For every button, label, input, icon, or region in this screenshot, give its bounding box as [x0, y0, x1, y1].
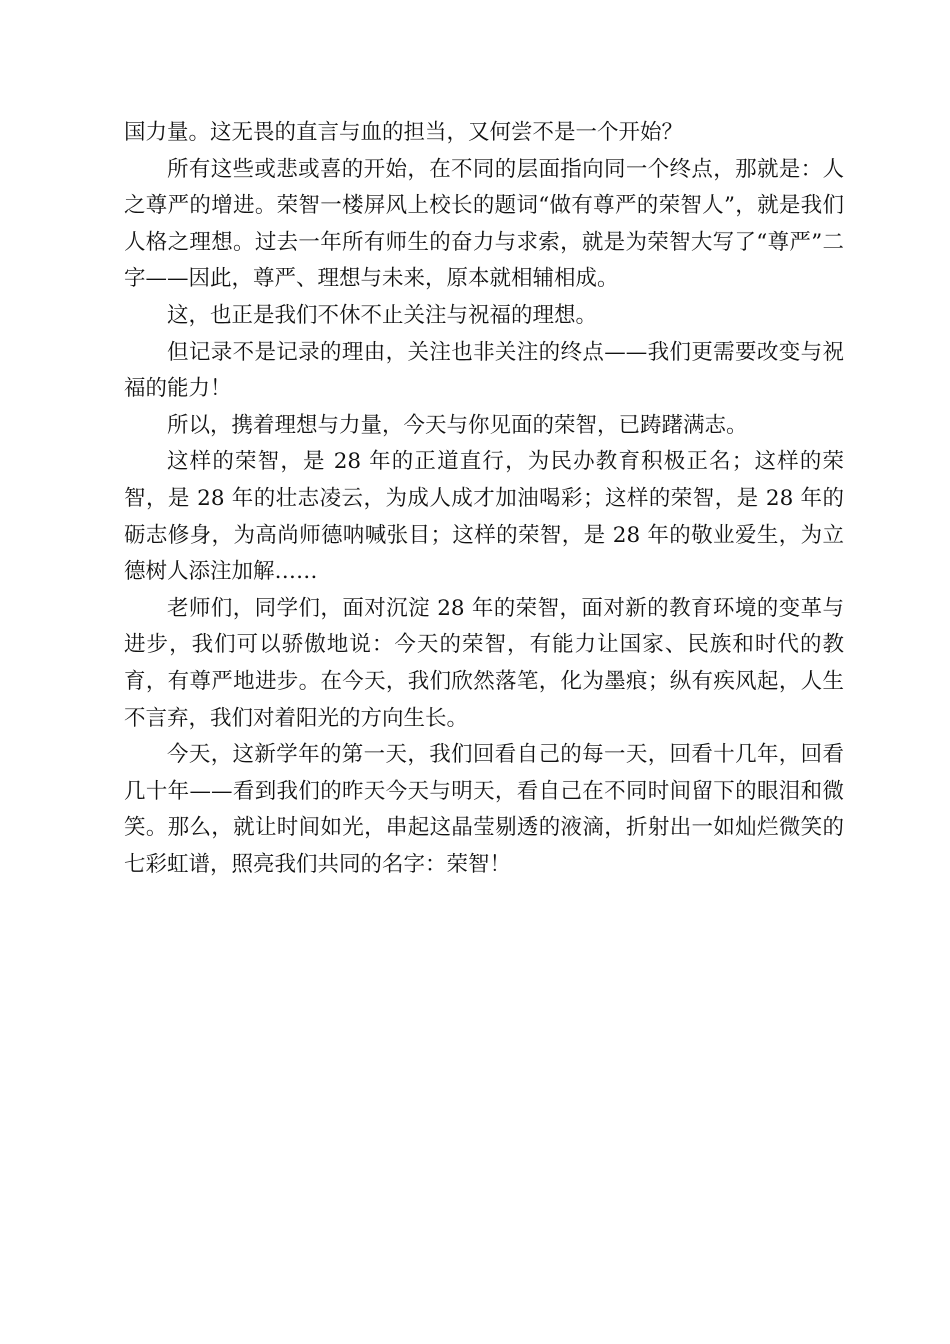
paragraph-4: 但记录不是记录的理由，关注也非关注的终点——我们更需要改变与祝福的能力！ [124, 339, 844, 402]
document-body [124, 115, 844, 883]
paragraph-6: 这样的荣智，是 28 年的正道直行，为民办教育积极正名；这样的荣智，是 28 年的壮志凌云，为成人成才加油喝彩；这样的荣智，是 28 年的砺志修身，为高尚师德呐喊张目；这样的荣智，是 28 年的敬业爱生，为立德树人添注加解…… [124, 449, 844, 585]
paragraph-2: 所有这些或悲或喜的开始，在不同的层面指向同一个终点，那就是：人之尊严的增进。荣智一楼屏风上校长的题词“做有尊严的荣智人”，就是我们人格之理想。过去一年所有师生的奋力与求索，就是为荣智大写了“尊严”二字——因此，尊严、理想与未来，原本就相辅相成。 [124, 156, 844, 292]
paragraph-3: 这，也正是我们不休不止关注与祝福的理想。 [167, 302, 598, 328]
paragraph-8: 今天，这新学年的第一天，我们回看自己的每一天，回看十几年，回看几十年——看到我们的昨天今天与明天，看自己在不同时间留下的眼泪和微笑。那么，就让时间如光，串起这晶莹剔透的液滴，折射出一如灿烂微笑的七彩虹谱，照亮我们共同的名字：荣智！ [124, 742, 844, 877]
paragraph-5: 所以，携着理想与力量，今天与你见面的荣智，已踌躇满志。 [167, 412, 748, 438]
paragraph-7: 老师们，同学们，面对沉淀 28 年的荣智，面对新的教育环境的变革与进步，我们可以骄傲地说：今天的荣智，有能力让国家、民族和时代的教育，有尊严地进步。在今天，我们欣然落笔，化为墨痕；纵有疾风起，人生不言弃，我们对着阳光的方向生长。 [124, 595, 844, 731]
paragraph-1: 国力量。这无畏的直言与血的担当，又何尝不是一个开始？ [124, 120, 684, 145]
